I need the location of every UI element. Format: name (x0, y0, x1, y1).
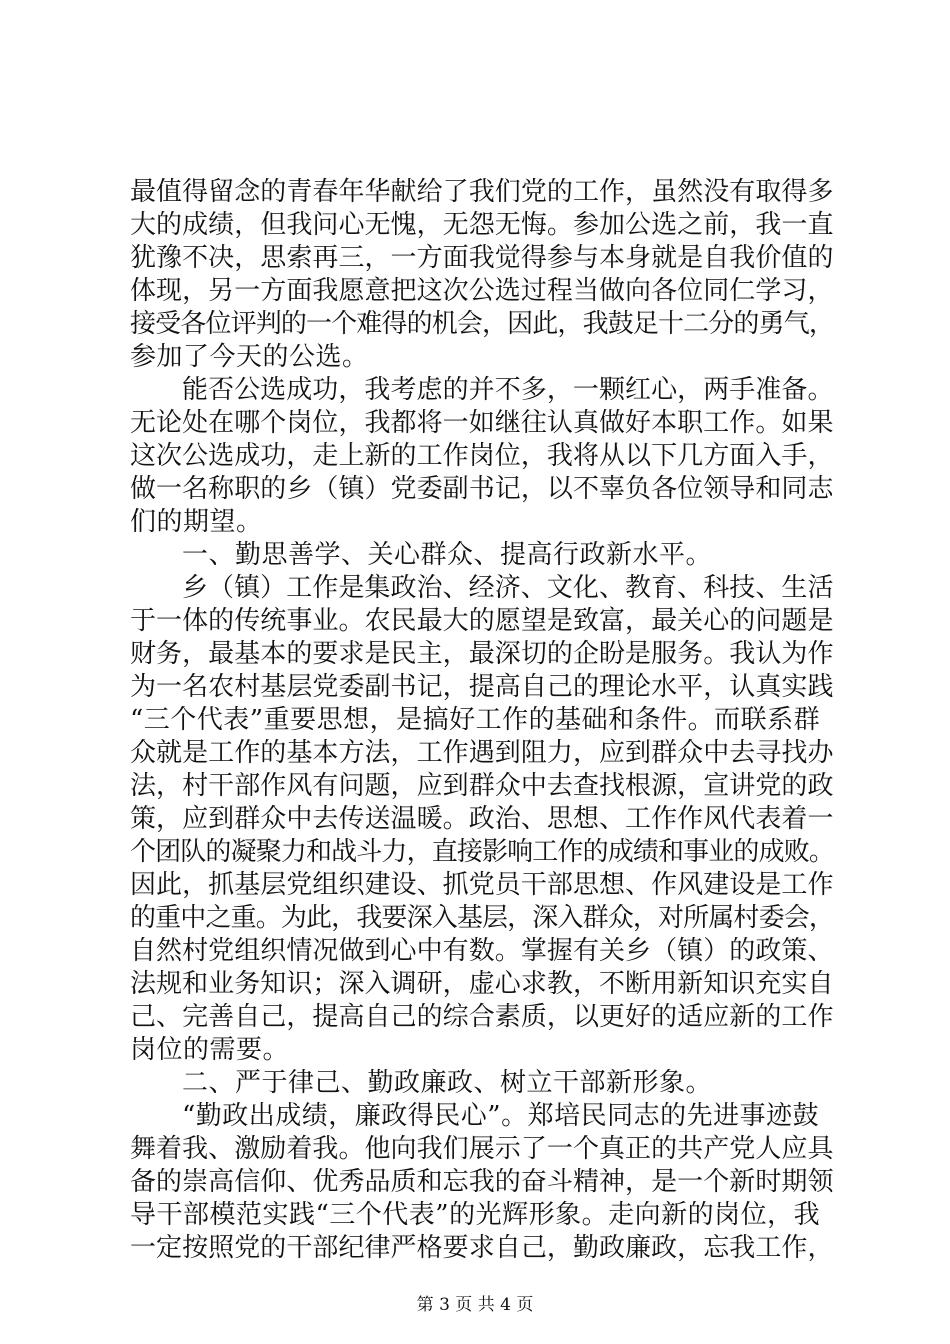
text-line: 这次公选成功，走上新的工作岗位，我将从以下几方面入手， (130, 441, 834, 471)
text-line: 犹豫不决，思索再三，一方面我觉得参与本身就是自我价值的 (130, 243, 834, 273)
text-line: 备的崇高信仰、优秀品质和忘我的奋斗精神，是一个新时期领 (130, 1167, 834, 1197)
text-line: 能否公选成功，我考虑的并不多，一颗红心，两手准备。 (182, 375, 834, 405)
text-line: 二、严于律己、勤政廉政、树立干部新形象。 (182, 1068, 713, 1098)
text-line: 最值得留念的青春年华献给了我们党的工作，虽然没有取得多 (130, 177, 834, 207)
text-line: 一、勤思善学、关心群众、提高行政新水平。 (182, 540, 713, 570)
page-footer: 第 3 页 共 4 页 (416, 1295, 534, 1315)
text-line: 一定按照党的干部纪律严格要求自己，勤政廉政，忘我工作， (130, 1233, 834, 1263)
text-line: 导干部模范实践“三个代表”的光辉形象。走向新的岗位，我 (130, 1200, 821, 1230)
text-line: 体现，另一方面我愿意把这次公选过程当做向各位同仁学习， (130, 276, 834, 306)
text-line: 们的期望。 (130, 507, 263, 537)
text-line: 接受各位评判的一个难得的机会，因此，我鼓足十二分的勇气， (130, 309, 835, 339)
text-line: 个团队的凝聚力和战斗力，直接影响工作的成绩和事业的成败。 (130, 837, 835, 867)
text-line: 众就是工作的基本方法，工作遇到阻力，应到群众中去寻找办 (130, 738, 834, 768)
text-line: 无论处在哪个岗位，我都将一如继往认真做好本职工作。如果 (130, 408, 834, 438)
text-line: 大的成绩，但我问心无愧，无怨无悔。参加公选之前，我一直 (130, 210, 834, 240)
text-line: 自然村党组织情况做到心中有数。掌握有关乡（镇）的政策、 (130, 936, 834, 966)
text-line: “勤政出成绩，廉政得民心”。郑培民同志的先进事迹鼓 (182, 1101, 820, 1131)
text-line: 法规和业务知识；深入调研，虚心求教，不断用新知识充实自 (130, 969, 834, 999)
text-line: 舞着我、激励着我。他向我们展示了一个真正的共产党人应具 (130, 1134, 834, 1164)
document-body (130, 176, 834, 1265)
text-line: 己、完善自己，提高自己的综合素质，以更好的适应新的工作 (130, 1002, 834, 1032)
text-line: 为一名农村基层党委副书记，提高自己的理论水平，认真实践 (130, 672, 834, 702)
text-line: 策，应到群众中去传送温暖。政治、思想、工作作风代表着一 (130, 804, 834, 834)
text-line: 的重中之重。为此，我要深入基层，深入群众，对所属村委会， (130, 903, 835, 933)
text-line: 参加了今天的公选。 (130, 342, 369, 372)
text-line: 法，村干部作风有问题，应到群众中去查找根源，宣讲党的政 (130, 771, 834, 801)
text-line: “三个代表”重要思想，是搞好工作的基础和条件。而联系群 (130, 705, 821, 735)
text-line: 因此，抓基层党组织建设、抓党员干部思想、作风建设是工作 (130, 870, 834, 900)
text-line: 乡（镇）工作是集政治、经济、文化、教育、科技、生活 (182, 573, 834, 603)
text-line: 岗位的需要。 (130, 1035, 290, 1065)
text-line: 于一体的传统事业。农民最大的愿望是致富，最关心的问题是 (130, 606, 834, 636)
text-line: 做一名称职的乡（镇）党委副书记，以不辜负各位领导和同志 (130, 474, 834, 504)
text-line: 财务，最基本的要求是民主，最深切的企盼是服务。我认为作 (130, 639, 834, 669)
